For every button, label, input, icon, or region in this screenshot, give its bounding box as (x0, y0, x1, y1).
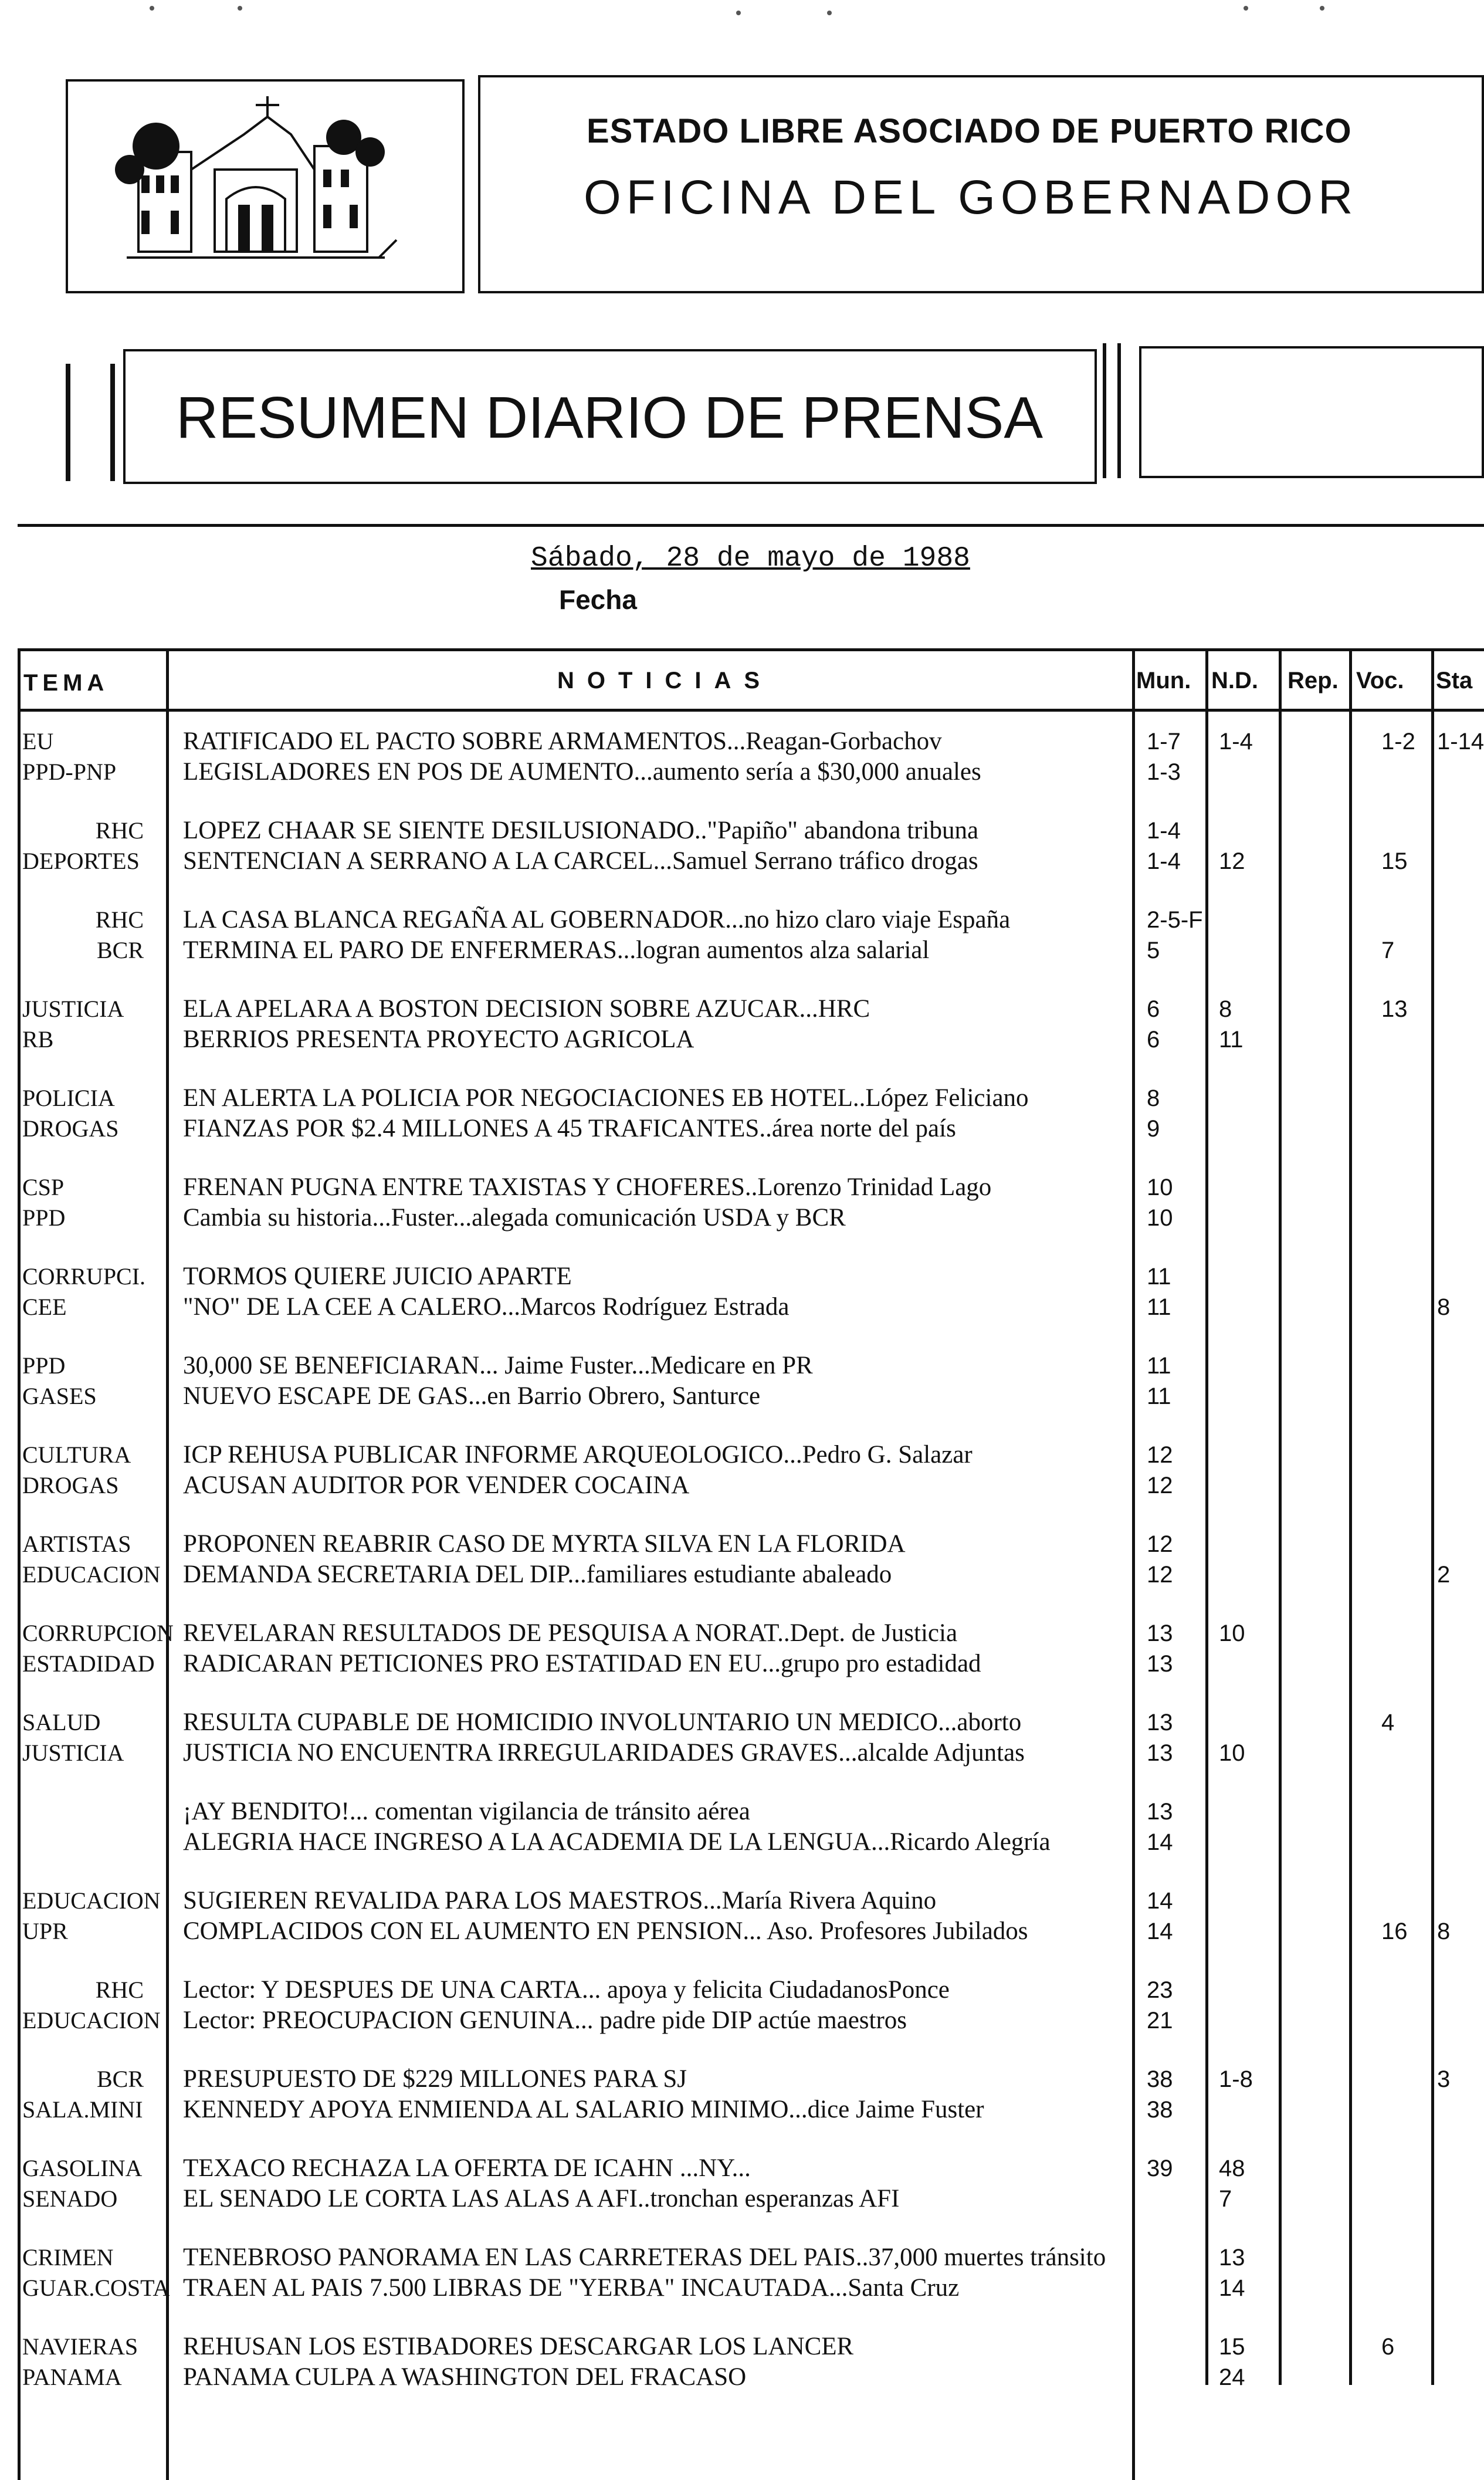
header-separator (18, 524, 1484, 527)
cell-mun: 11 (1147, 1294, 1171, 1320)
cell-noticia: ACUSAN AUDITOR POR VENDER COCAINA (183, 1471, 690, 1499)
cell-noticia: TORMOS QUIERE JUICIO APARTE (183, 1263, 572, 1290)
cell-tema: DEPORTES (22, 848, 140, 874)
cell-mun: 1-3 (1147, 759, 1181, 785)
cell-noticia: "NO" DE LA CEE A CALERO...Marcos Rodríguez Estrada (183, 1293, 790, 1321)
cell-star: 2 (1437, 1562, 1451, 1588)
col-header-star: Sta (1436, 668, 1473, 693)
cell-tema: GASES (22, 1383, 97, 1409)
cell-tema: CSP (22, 1174, 65, 1200)
cell-mun: 12 (1147, 1442, 1173, 1468)
cell-nd: 48 (1219, 2156, 1245, 2181)
cell-noticia: NUEVO ESCAPE DE GAS...en Barrio Obrero, Santurce (183, 1382, 761, 1410)
date-value: Sábado, 28 de mayo de 1988 (531, 543, 970, 574)
title-bar-left-2 (110, 364, 115, 481)
speck (1320, 6, 1324, 11)
cell-noticia: RATIFICADO EL PACTO SOBRE ARMAMENTOS...Reagan-Gorbachov (183, 728, 942, 755)
cell-voc: 4 (1381, 1710, 1395, 1735)
agency-line1: ESTADO LIBRE ASOCIADO DE PUERTO RICO (587, 112, 1352, 150)
cell-noticia: DEMANDA SECRETARIA DEL DIP...familiares estudiante abaleado (183, 1561, 892, 1588)
cell-voc: 6 (1381, 2334, 1395, 2360)
speck (827, 11, 832, 15)
cell-noticia: JUSTICIA NO ENCUENTRA IRREGULARIDADES GRAVES...alcalde Adjuntas (183, 1739, 1025, 1767)
col-header-voc: Voc. (1356, 668, 1404, 693)
cell-tema: PPD-PNP (22, 759, 117, 785)
cell-tema: GASOLINA (22, 2155, 143, 2181)
cell-tema: CORRUPCI. (22, 1263, 146, 1290)
cell-noticia: ¡AY BENDITO!... comentan vigilancia de tránsito aérea (183, 1798, 750, 1825)
cell-tema: RHC (95, 906, 144, 933)
cell-voc: 16 (1381, 1919, 1408, 1944)
cell-voc: 13 (1381, 996, 1408, 1022)
cell-nd: 1-8 (1219, 2066, 1253, 2092)
cell-star: 1-14 (1437, 729, 1484, 755)
cell-nd: 10 (1219, 1740, 1245, 1766)
cell-mun: 1-4 (1147, 818, 1181, 844)
cell-noticia: TEXACO RECHAZA LA OFERTA DE ICAHN ...NY... (183, 2154, 751, 2182)
cell-tema: ARTISTAS (22, 1531, 131, 1557)
cell-tema: RHC (95, 817, 144, 844)
cell-nd: 7 (1219, 2186, 1232, 2212)
cell-noticia: ALEGRIA HACE INGRESO A LA ACADEMIA DE LA LENGUA...Ricardo Alegría (183, 1828, 1051, 1856)
cell-noticia: FIANZAS POR $2.4 MILLONES A 45 TRAFICANTES..área norte del país (183, 1115, 956, 1142)
cell-noticia: BERRIOS PRESENTA PROYECTO AGRICOLA (183, 1026, 694, 1053)
cell-noticia: SUGIEREN REVALIDA PARA LOS MAESTROS...María Rivera Aquino (183, 1887, 937, 1914)
cell-noticia: LA CASA BLANCA REGAÑA AL GOBERNADOR...no hizo claro viaje España (183, 906, 1011, 933)
cell-mun: 13 (1147, 1799, 1173, 1825)
cell-mun: 8 (1147, 1085, 1160, 1111)
cell-tema: CRIMEN (22, 2244, 114, 2271)
cell-noticia: Lector: Y DESPUES DE UNA CARTA... apoya y felicita CiudadanosPonce (183, 1976, 950, 2004)
cell-noticia: PANAMA CULPA A WASHINGTON DEL FRACASO (183, 2363, 747, 2391)
cell-tema: CEE (22, 1294, 67, 1320)
title-bar-right-2 (1117, 343, 1121, 478)
col-header-rep: Rep. (1288, 668, 1339, 693)
agency-line2: OFICINA DEL GOBERNADOR (584, 171, 1358, 224)
report-title: RESUMEN DIARIO DE PRENSA (176, 385, 1043, 451)
cell-tema: CULTURA (22, 1442, 131, 1468)
col-header-tema: TEMA (23, 670, 109, 696)
cell-noticia: 30,000 SE BENEFICIARAN... Jaime Fuster...Medicare en PR (183, 1352, 813, 1379)
cell-mun: 12 (1147, 1473, 1173, 1498)
cell-tema: PPD (22, 1352, 66, 1379)
cell-noticia: EL SENADO LE CORTA LAS ALAS A AFI..tronchan esperanzas AFI (183, 2185, 900, 2212)
cell-noticia: REHUSAN LOS ESTIBADORES DESCARGAR LOS LANCER (183, 2333, 854, 2360)
cell-noticia: TERMINA EL PARO DE ENFERMERAS...logran aumentos alza salarial (183, 936, 930, 964)
cell-star: 3 (1437, 2066, 1451, 2092)
date-label: Fecha (559, 584, 637, 615)
cell-mun: 9 (1147, 1116, 1160, 1142)
cell-noticia: Cambia su historia...Fuster...alegada comunicación USDA y BCR (183, 1204, 846, 1231)
cell-mun: 38 (1147, 2097, 1173, 2123)
speck (238, 6, 242, 11)
table-top-border (18, 648, 1484, 651)
title-bar-right-1 (1103, 343, 1106, 478)
cell-tema: RB (22, 1026, 54, 1053)
title-bar-left-1 (66, 364, 70, 481)
cell-mun: 14 (1147, 1919, 1173, 1944)
col-divider-rep (1279, 648, 1282, 2385)
logo-box (66, 79, 465, 293)
cell-nd: 14 (1219, 2275, 1245, 2301)
cell-mun: 23 (1147, 1977, 1173, 2003)
cell-tema: BCR (96, 937, 144, 963)
col-header-mun: Mun. (1136, 668, 1191, 693)
cell-mun: 5 (1147, 938, 1160, 963)
cell-tema: UPR (22, 1918, 68, 1944)
cell-noticia: TRAEN AL PAIS 7.500 LIBRAS DE "YERBA" INCAUTADA...Santa Cruz (183, 2274, 960, 2302)
speck (150, 6, 154, 11)
cell-noticia: ICP REHUSA PUBLICAR INFORME ARQUEOLOGICO...Pedro G. Salazar (183, 1441, 973, 1469)
cell-nd: 1-4 (1219, 729, 1253, 755)
cell-noticia: FRENAN PUGNA ENTRE TAXISTAS Y CHOFERES..Lorenzo Trinidad Lago (183, 1173, 992, 1201)
cell-star: 8 (1437, 1919, 1451, 1944)
cell-mun: 13 (1147, 1710, 1173, 1735)
cell-tema: DROGAS (22, 1472, 119, 1498)
col-divider-voc (1349, 648, 1352, 2385)
cell-mun: 13 (1147, 1740, 1173, 1766)
cell-tema: NAVIERAS (22, 2333, 138, 2360)
cell-tema: EDUCACION (22, 1561, 161, 1588)
cell-tema: GUAR.COSTA (22, 2275, 170, 2301)
cell-nd: 8 (1219, 996, 1232, 1022)
cell-star: 8 (1437, 1294, 1451, 1320)
cell-tema: JUSTICIA (22, 1740, 124, 1766)
cell-mun: 12 (1147, 1562, 1173, 1588)
fortaleza-logo (68, 82, 462, 291)
cell-mun: 10 (1147, 1205, 1173, 1231)
cell-mun: 11 (1147, 1353, 1171, 1379)
cell-nd: 15 (1219, 2334, 1245, 2360)
cell-tema: EDUCACION (22, 1887, 161, 1914)
speck (1244, 6, 1248, 11)
cell-tema: SENADO (22, 2185, 118, 2212)
cell-mun: 2-5-F (1147, 907, 1203, 933)
speck (736, 11, 741, 15)
cell-tema: SALA.MINI (22, 2096, 143, 2123)
cell-voc: 1-2 (1381, 729, 1415, 755)
col-header-nd: N.D. (1211, 668, 1258, 693)
cell-tema: SALUD (22, 1709, 101, 1735)
cell-tema: ESTADIDAD (22, 1650, 155, 1677)
cell-noticia: REVELARAN RESULTADOS DE PESQUISA A NORAT..Dept. de Justicia (183, 1619, 958, 1647)
cell-mun: 12 (1147, 1531, 1173, 1557)
stamp-box (1139, 346, 1484, 478)
col-divider-mun (1132, 648, 1135, 2480)
cell-mun: 1-7 (1147, 729, 1181, 755)
cell-mun: 10 (1147, 1175, 1173, 1200)
cell-mun: 6 (1147, 1027, 1160, 1053)
cell-tema: POLICIA (22, 1085, 115, 1111)
cell-noticia: EN ALERTA LA POLICIA POR NEGOCIACIONES EB HOTEL..López Feliciano (183, 1084, 1029, 1112)
table-header-bottom (18, 709, 1484, 712)
cell-tema: BCR (96, 2066, 144, 2092)
cell-mun: 21 (1147, 2008, 1173, 2034)
cell-mun: 6 (1147, 996, 1160, 1022)
cell-voc: 7 (1381, 938, 1395, 963)
cell-noticia: LOPEZ CHAAR SE SIENTE DESILUSIONADO.."Papiño" abandona tribuna (183, 817, 979, 844)
cell-mun: 39 (1147, 2156, 1173, 2181)
cell-noticia: PROPONEN REABRIR CASO DE MYRTA SILVA EN LA FLORIDA (183, 1530, 906, 1558)
table-left-border (18, 648, 21, 2480)
cell-tema: CORRUPCION (22, 1620, 174, 1646)
col-header-noticias: NOTICIAS (557, 668, 773, 693)
col-divider-nd (1205, 648, 1208, 2385)
cell-noticia: COMPLACIDOS CON EL AUMENTO EN PENSION... Aso. Profesores Jubilados (183, 1917, 1028, 1945)
cell-tema: DROGAS (22, 1115, 119, 1142)
cell-mun: 11 (1147, 1264, 1171, 1290)
col-divider-tema (166, 648, 169, 2480)
cell-mun: 13 (1147, 1651, 1173, 1677)
cell-tema: EU (22, 728, 54, 755)
cell-noticia: RESULTA CUPABLE DE HOMICIDIO INVOLUNTARIO UN MEDICO...aborto (183, 1708, 1022, 1736)
cell-voc: 15 (1381, 848, 1408, 874)
cell-noticia: KENNEDY APOYA ENMIENDA AL SALARIO MINIMO...dice Jaime Fuster (183, 2096, 984, 2123)
cell-mun: 14 (1147, 1888, 1173, 1914)
cell-noticia: ELA APELARA A BOSTON DECISION SOBRE AZUCAR...HRC (183, 995, 870, 1023)
cell-mun: 1-4 (1147, 848, 1181, 874)
cell-noticia: RADICARAN PETICIONES PRO ESTATIDAD EN EU...grupo pro estadidad (183, 1650, 981, 1677)
cell-noticia: TENEBROSO PANORAMA EN LAS CARRETERAS DEL PAIS..37,000 muertes tránsito (183, 2244, 1106, 2271)
cell-noticia: Lector: PREOCUPACION GENUINA... padre pide DIP actúe maestros (183, 2007, 907, 2034)
cell-nd: 11 (1219, 1027, 1244, 1053)
cell-noticia: PRESUPUESTO DE $229 MILLONES PARA SJ (183, 2065, 687, 2093)
col-divider-star (1431, 648, 1434, 2385)
cell-nd: 24 (1219, 2364, 1245, 2390)
cell-nd: 13 (1219, 2245, 1245, 2271)
cell-noticia: LEGISLADORES EN POS DE AUMENTO...aumento sería a $30,000 anuales (183, 758, 981, 786)
cell-mun: 13 (1147, 1620, 1173, 1646)
cell-mun: 11 (1147, 1383, 1171, 1409)
cell-noticia: SENTENCIAN A SERRANO A LA CARCEL...Samuel Serrano tráfico drogas (183, 847, 978, 875)
cell-tema: EDUCACION (22, 2007, 161, 2034)
cell-nd: 12 (1219, 848, 1245, 874)
cell-nd: 10 (1219, 1620, 1245, 1646)
cell-tema: PPD (22, 1205, 66, 1231)
cell-tema: JUSTICIA (22, 996, 124, 1022)
cell-tema: RHC (95, 1977, 144, 2003)
cell-mun: 14 (1147, 1829, 1173, 1855)
cell-mun: 38 (1147, 2066, 1173, 2092)
cell-tema: PANAMA (22, 2364, 122, 2390)
